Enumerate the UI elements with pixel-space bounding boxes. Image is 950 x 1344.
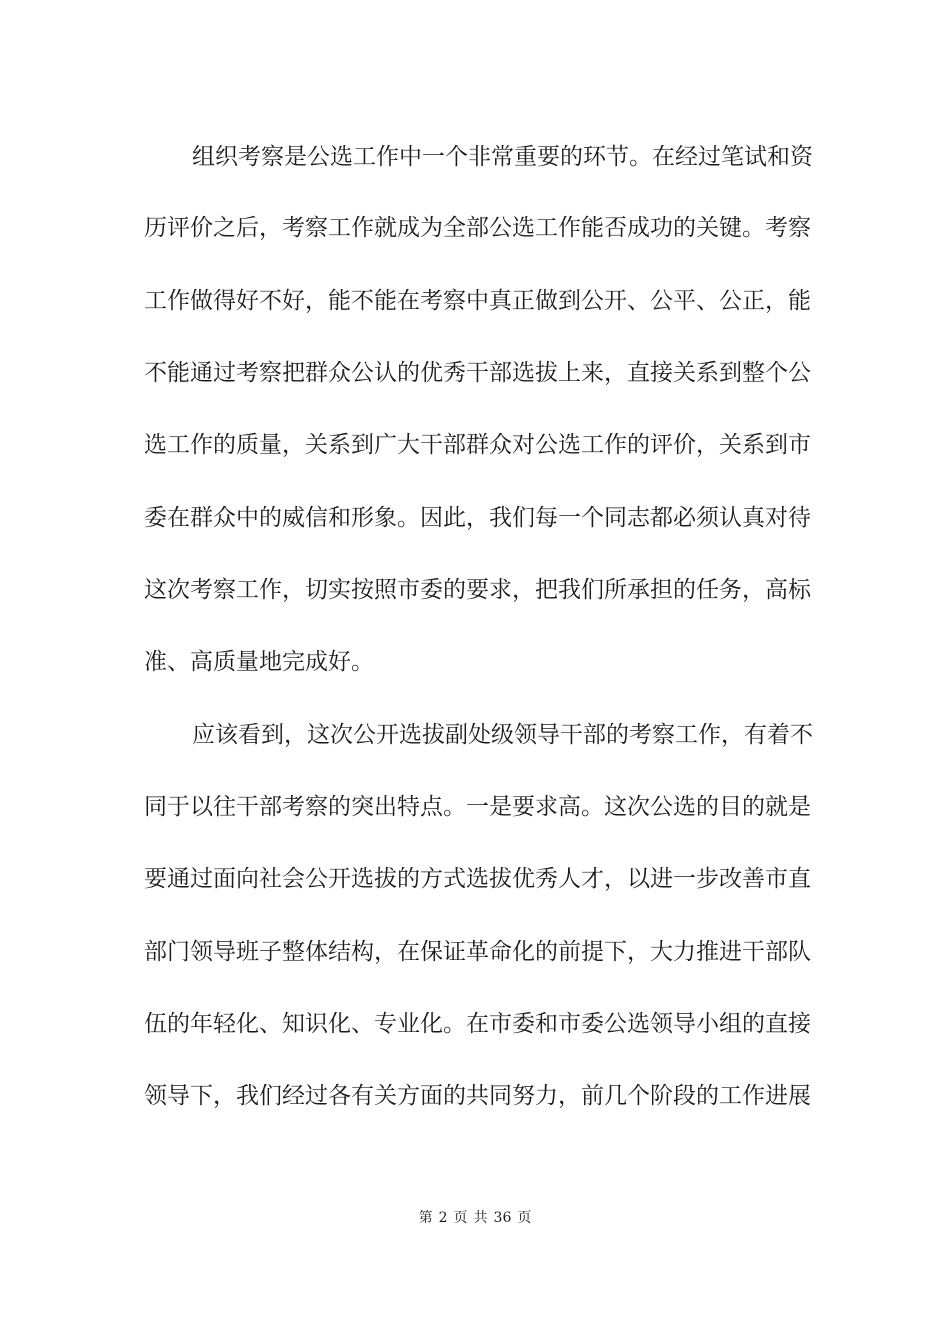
footer-ye-2: 页 (517, 1210, 532, 1226)
paragraph-1-line-3: 工作做得好不好，能不能在考察中真正做到公开、公平、公正，能 (144, 288, 811, 314)
footer-ye: 页 (453, 1210, 468, 1226)
paragraph-2-line-5: 伍的年轻化、知识化、专业化。在市委和市委公选领导小组的直接 (144, 1011, 811, 1037)
footer-di: 第 (418, 1210, 433, 1226)
paragraph-1-line-8: 准、高质量地完成好。 (144, 649, 374, 675)
paragraph-2-line-6: 领导下，我们经过各有关方面的共同努力，前几个阶段的工作进展 (144, 1083, 811, 1109)
paragraph-2-line-2: 同于以往干部考察的突出特点。一是要求高。这次公选的目的就是 (144, 794, 811, 820)
paragraph-2-line-1: 应该看到，这次公开选拔副处级领导干部的考察工作，有着不 (192, 722, 813, 748)
footer-gong: 共 (473, 1210, 488, 1226)
paragraph-2-line-4: 部门领导班子整体结构，在保证革命化的前提下，大力推进干部队 (144, 939, 811, 965)
paragraph-1-line-2: 历评价之后，考察工作就成为全部公选工作能否成功的关键。考察 (144, 215, 811, 241)
paragraph-2-line-3: 要通过面向社会公开选拔的方式选拔优秀人才，以进一步改善市直 (144, 866, 811, 892)
paragraph-1-line-4: 不能通过考察把群众公认的优秀干部选拔上来，直接关系到整个公 (144, 360, 811, 386)
paragraph-1-line-1: 组织考察是公选工作中一个非常重要的环节。在经过笔试和资 (192, 144, 813, 170)
paragraph-1-line-5: 选工作的质量，关系到广大干部群众对公选工作的评价，关系到市 (144, 432, 811, 458)
page-footer (0, 1209, 950, 1227)
paragraph-1-line-7: 这次考察工作，切实按照市委的要求，把我们所承担的任务，高标 (144, 577, 811, 603)
footer-page-number: 2 (438, 1210, 448, 1226)
footer-total-pages: 36 (493, 1210, 512, 1226)
paragraph-1-line-6: 委在群众中的威信和形象。因此，我们每一个同志都必须认真对待 (144, 505, 811, 531)
